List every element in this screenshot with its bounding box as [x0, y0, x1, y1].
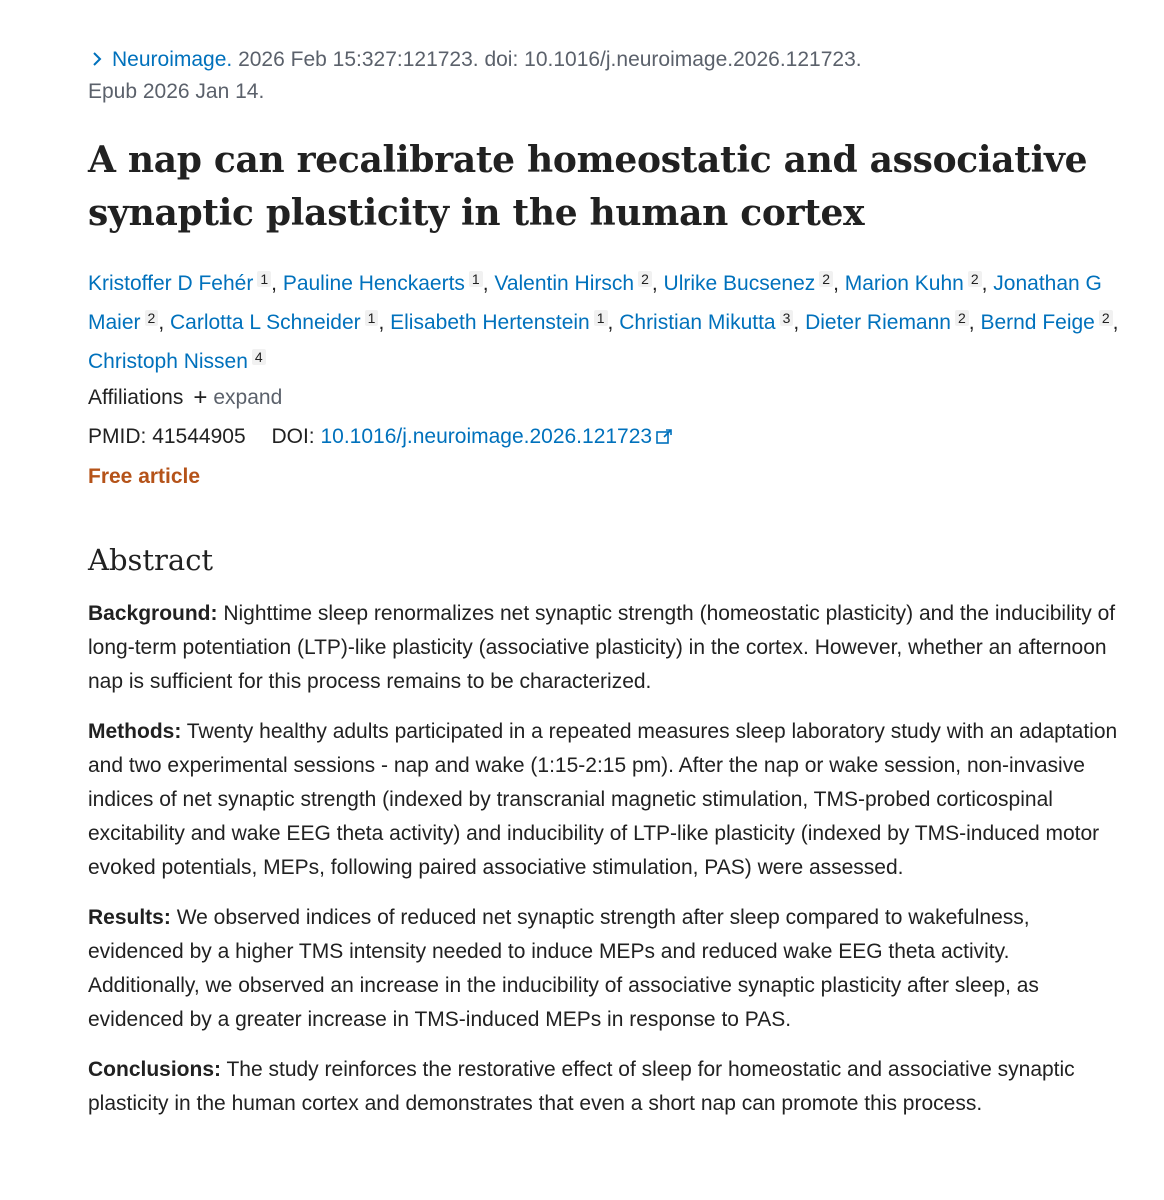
affiliation-number[interactable]: 2: [955, 310, 969, 326]
doi-value: 10.1016/j.neuroimage.2026.121723: [320, 425, 653, 448]
abstract-results: [88, 901, 1118, 1037]
external-link-icon: [655, 428, 673, 446]
abstract-methods: [88, 715, 1118, 885]
author-name-link[interactable]: Kristoffer D Fehér: [88, 272, 254, 295]
author-name-link[interactable]: Marion Kuhn: [844, 272, 964, 295]
author-name-link[interactable]: Valentin Hirsch: [494, 272, 635, 295]
pmid-label: PMID:: [88, 425, 147, 448]
journal-link[interactable]: Neuroimage.: [112, 48, 233, 71]
abstract-body: [88, 597, 1118, 1137]
affiliation-number[interactable]: 1: [469, 271, 483, 287]
doi-link[interactable]: [320, 425, 673, 448]
affiliation-number[interactable]: 2: [145, 310, 159, 326]
author: [845, 272, 982, 295]
section-text: The study reinforces the restorative effect of sleep for homeostatic and associative synaptic plasticity in the human cortex and demonstrates that even a short nap can promote this process.: [88, 1058, 1075, 1115]
author: [170, 311, 378, 334]
affiliation-number[interactable]: 1: [594, 310, 608, 326]
epub-date: Epub 2026 Jan 14.: [88, 80, 265, 103]
affiliation-number[interactable]: 4: [252, 349, 266, 365]
author-name-link[interactable]: Dieter Riemann: [805, 311, 951, 334]
affiliation-number[interactable]: 1: [257, 271, 271, 287]
abstract-heading: Abstract: [88, 543, 214, 577]
author-name-link[interactable]: Elisabeth Hertenstein: [390, 311, 590, 334]
abstract-background: [88, 597, 1118, 699]
author: [980, 311, 1112, 334]
section-text: Twenty healthy adults participated in a repeated measures sleep laboratory study with an adaptation and two experimental sessions - nap and wake (1:15-2:15 pm). After the nap or wake session, non-invasive indices of net synaptic strength (indexed by transcranial magnetic stimulation, TMS-probed corticospinal excitability and wake EEG theta activity) and inducibility of LTP-like plasticity (indexed by TMS-induced motor evoked potentials, MEPs, following paired associative stimulation, PAS) were assessed.: [88, 720, 1118, 879]
plus-icon: +: [193, 384, 208, 411]
author-name-link[interactable]: Christian Mikutta: [619, 311, 776, 334]
affiliations-label: Affiliations: [88, 386, 184, 409]
affiliation-number[interactable]: 2: [1099, 310, 1113, 326]
section-label: Conclusions:: [88, 1058, 222, 1081]
citation: [88, 44, 1128, 108]
affiliation-number[interactable]: 2: [819, 271, 833, 287]
affiliation-number[interactable]: 2: [968, 271, 982, 287]
free-article-badge[interactable]: Free article: [88, 465, 201, 488]
doi-label: DOI:: [271, 425, 315, 448]
pmid-value: 41544905: [152, 425, 246, 448]
affiliation-number[interactable]: 3: [780, 310, 794, 326]
author-name-link[interactable]: Bernd Feige: [980, 311, 1095, 334]
author-list: Kristoffer D Fehér $^1$ , Pauline Henckaerts $^1$ , Valentin Hirsch $^2$ , Ulrike Bucsenez $^2$ , Marion Kuhn $^2$ , Jonathan G Maier $^2$ , Carlotta L Schneider $^1$ , Elisabeth Hertenstein $^1$ , Christian Mikutta $^3$ , Dieter Riemann $^2$ , Bernd Feige $^2$ , Christoph Nissen $^4$: [88, 271, 1119, 373]
affiliations-expand-toggle[interactable]: [193, 386, 282, 409]
expand-label: expand: [213, 386, 283, 409]
author: [619, 311, 793, 334]
chevron-right-icon[interactable]: [88, 50, 106, 68]
section-label: Methods:: [88, 720, 182, 743]
section-label: Results:: [88, 906, 171, 929]
author: [494, 272, 651, 295]
author-name-link[interactable]: Ulrike Bucsenez: [663, 272, 816, 295]
section-text: We observed indices of reduced net synaptic strength after sleep compared to wakefulness, evidenced by a higher TMS intensity needed to induce MEPs and reduced wake EEG theta activity. Additionally, we observed an increase in the inducibility of associative synaptic plasticity after sleep, as evidenced by a greater increase in TMS-induced MEPs in response to PAS.: [88, 906, 1039, 1031]
author-name-link[interactable]: Carlotta L Schneider: [169, 311, 361, 334]
author: [664, 272, 834, 295]
author-name-link[interactable]: Christoph Nissen: [88, 350, 248, 373]
affiliations-row: [88, 383, 282, 413]
affiliation-number[interactable]: 1: [365, 310, 379, 326]
author: [88, 350, 266, 373]
section-label: Background:: [88, 602, 218, 625]
author: [390, 311, 607, 334]
section-text: Nighttime sleep renormalizes net synaptic strength (homeostatic plasticity) and the inducibility of long-term potentiation (LTP)-like plasticity (associative plasticity) in the cortex. However, whether an afternoon nap is sufficient for this process remains to be characterized.: [88, 602, 1116, 693]
abstract-conclusions: [88, 1053, 1118, 1121]
citation-details: 2026 Feb 15:327:121723. doi: 10.1016/j.neuroimage.2026.121723.: [232, 48, 862, 71]
author: [88, 272, 271, 295]
article-title: A nap can recalibrate homeostatic and associative synaptic plasticity in the human cortex: [88, 139, 1088, 234]
author-name-link[interactable]: Pauline Henckaerts: [282, 272, 465, 295]
author: [283, 272, 483, 295]
affiliation-number[interactable]: 2: [638, 271, 652, 287]
author: [805, 311, 969, 334]
identifiers-row: [88, 422, 673, 452]
author-name-link[interactable]: Jonathan G Maier: [88, 272, 1102, 334]
